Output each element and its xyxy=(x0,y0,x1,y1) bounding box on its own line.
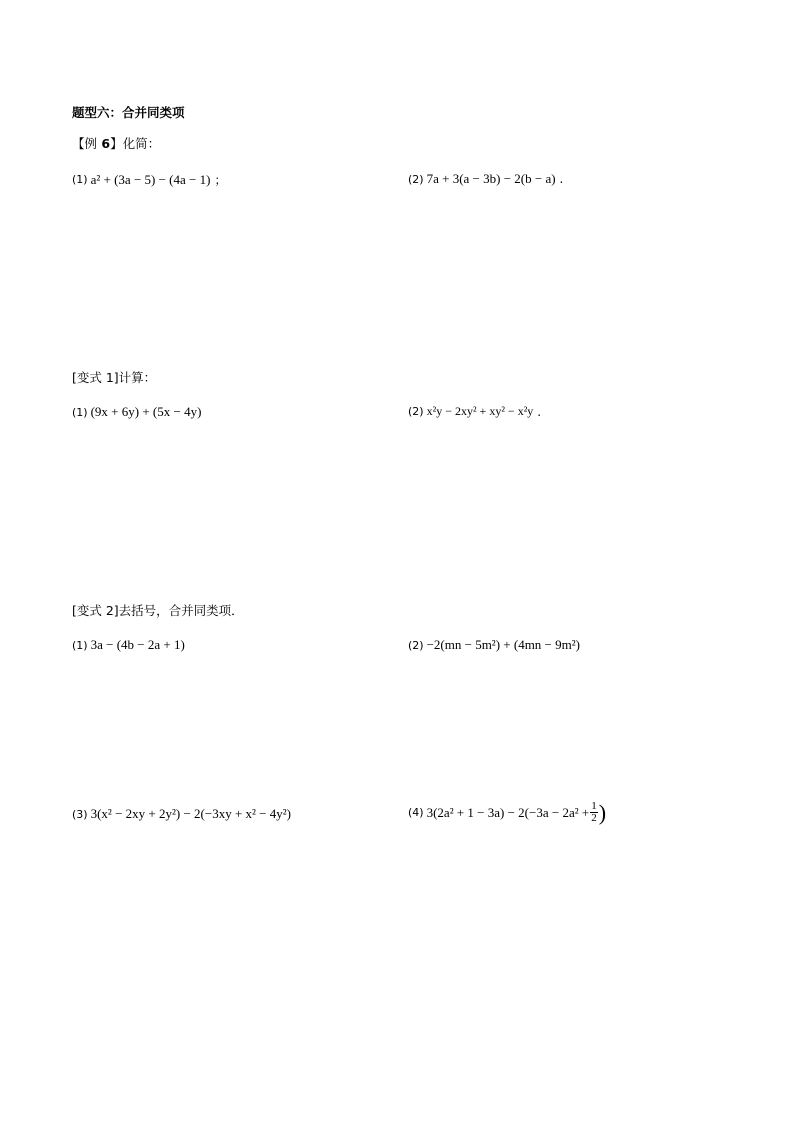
example-heading-suffix: 】化简： xyxy=(110,136,161,151)
punctuation: . xyxy=(537,404,542,419)
problem-label: (1) xyxy=(72,638,88,652)
variant-2-problem-3 xyxy=(72,806,291,822)
section-title: 题型六：合并同类项 xyxy=(72,105,185,120)
fraction-numerator: 1 xyxy=(591,800,597,812)
example-problem-1 xyxy=(72,171,226,188)
math-expression xyxy=(427,801,606,824)
fraction xyxy=(590,801,598,824)
math-expression: 3(x² − 2xy + 2y²) − 2(−3xy + x² − 4y²) xyxy=(90,806,291,821)
punctuation: ； xyxy=(214,173,227,187)
math-expression: x²y − 2xy² + xy² − x²y xyxy=(426,404,534,418)
variant-1-heading: [变式 1]计算： xyxy=(72,370,157,385)
expression-prefix: 3(2a² + 1 − 3a) − 2(−3a − 2a² + xyxy=(426,804,590,820)
example-heading-number: 6 xyxy=(97,136,111,151)
variant-2-problem-2 xyxy=(408,637,580,653)
problem-label: (2) xyxy=(408,405,424,418)
math-expression: (9x + 6y) + (5x − 4y) xyxy=(90,404,202,419)
math-expression: 3a − (4b − 2a + 1) xyxy=(90,637,185,652)
problem-label: (1) xyxy=(72,173,88,186)
example-heading xyxy=(72,134,160,152)
variant-2-problem-4 xyxy=(408,801,606,824)
problem-label: (1) xyxy=(72,405,88,419)
variant-1-problem-1 xyxy=(72,404,201,420)
example-heading-prefix: 【例 xyxy=(72,136,98,151)
math-expression: −2(mn − 5m²) + (4mn − 9m²) xyxy=(426,637,580,652)
problem-label: (2) xyxy=(408,172,424,186)
problem-label: (2) xyxy=(408,638,424,652)
fraction-denominator: 2 xyxy=(591,812,597,824)
math-expression: 7a + 3(a − 3b) − 2(b − a) xyxy=(426,171,556,186)
variant-2-heading: [变式 2]去括号，合并同类项． xyxy=(72,603,244,618)
variant-1-problem-2 xyxy=(408,404,541,419)
math-expression: a² + (3a − 5) − (4a − 1) xyxy=(90,171,211,187)
problem-label: (4) xyxy=(408,806,424,819)
problem-label: (3) xyxy=(72,807,88,821)
expression-suffix: ) xyxy=(598,799,607,825)
variant-2-problem-1 xyxy=(72,637,185,653)
example-problem-2 xyxy=(408,171,563,187)
punctuation: . xyxy=(559,172,564,186)
